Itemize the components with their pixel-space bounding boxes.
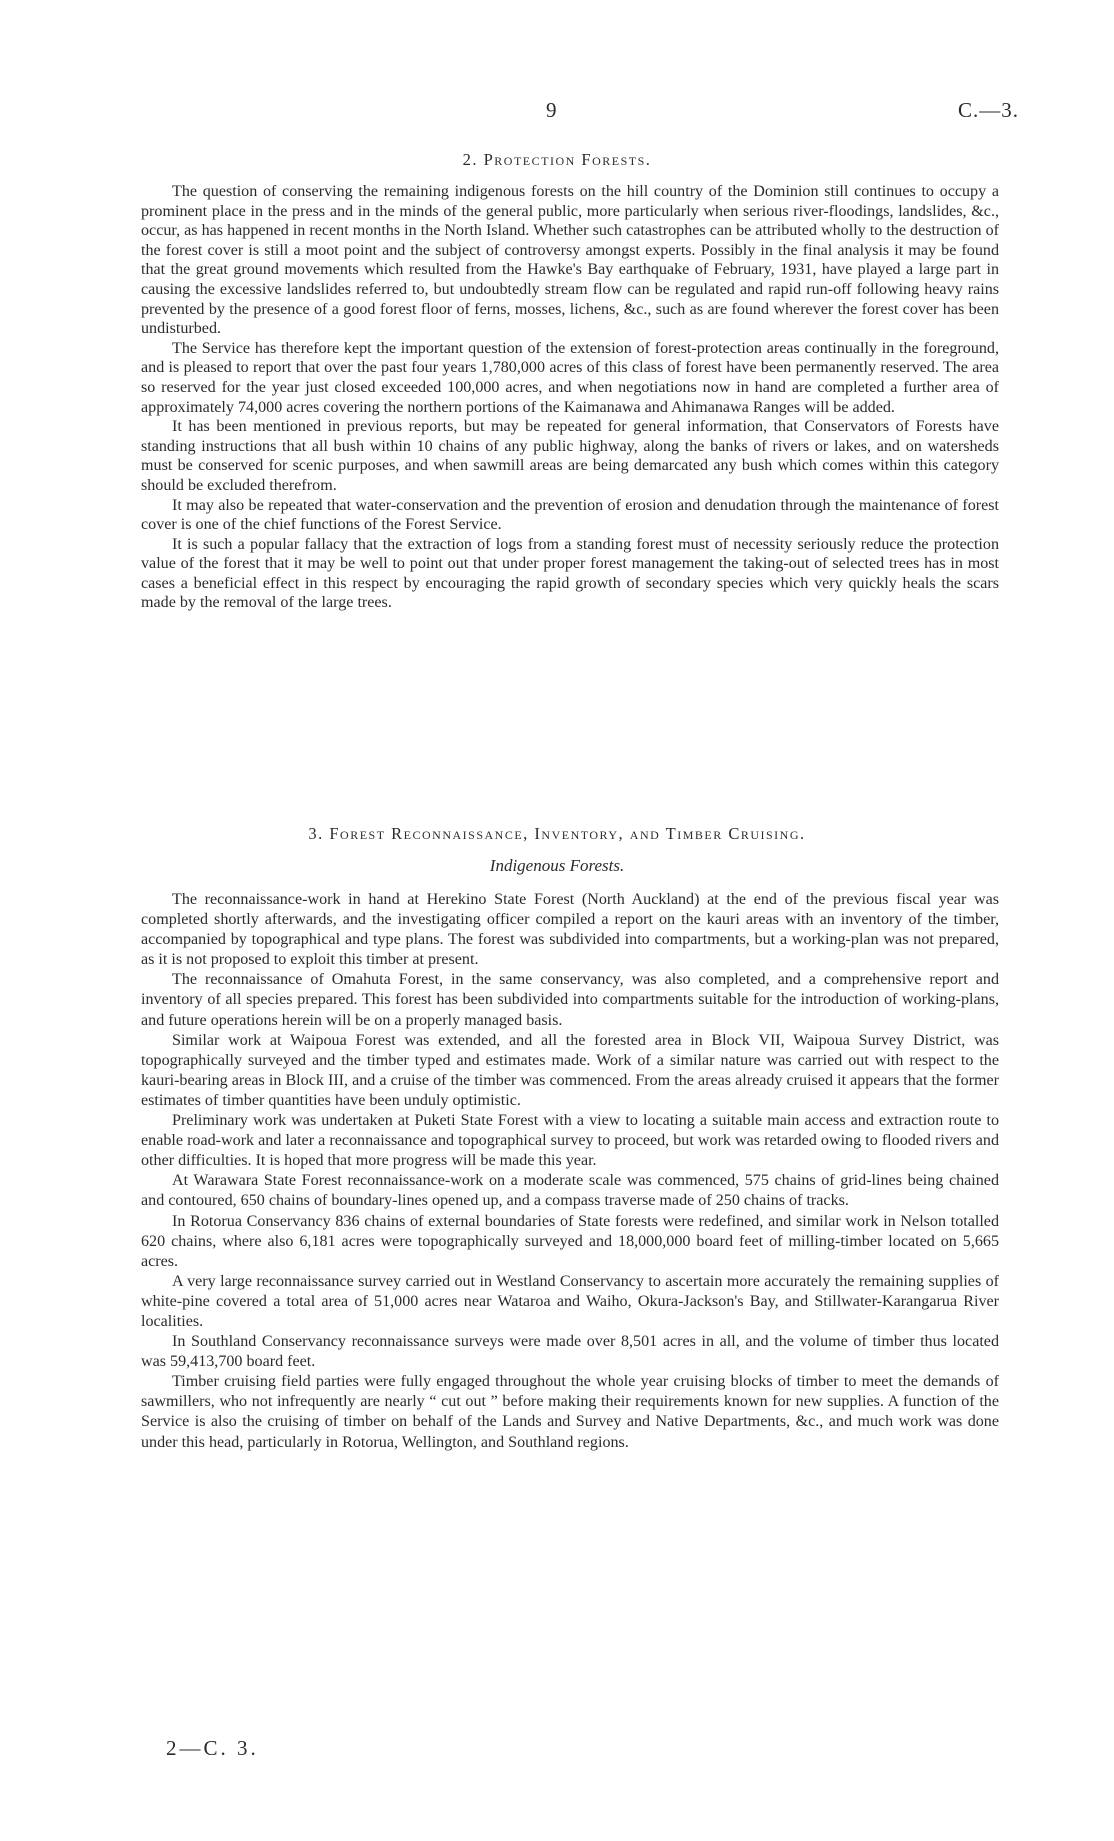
section-heading-protection-forests: 2. Protection Forests. (462, 150, 652, 169)
section-heading-forest-reconnaissance: 3. Forest Reconnaissance, Inventory, and Timber Cruising. (308, 824, 806, 843)
paragraph: The question of conserving the remaining indigenous forests on the hill country of the Dominion still continues to occupy a prominent place in the press and in the minds of the general public, more particularly when serious river-floodings, landslides, &c., occur, as has happened in recent months in the North Island. Whether such catastrophes can be attributed wholly to the destruction of the forest cover is still a moot point and the subject of controversy amongst experts. Possibly in the final analysis it may be found that the great ground movements which resulted from the Hawke's Bay earthquake of February, 1931, have played a large part in causing the excessive landslides referred to, but undoubtedly stream flow can be regulated and rapid run-off following heavy rains prevented by the presence of a good forest floor of ferns, mosses, lichens, &c., such as are found wherever the forest cover has been undisturbed. (141, 183, 999, 338)
paragraph: It may also be repeated that water-conservation and the prevention of erosion and denudation through the maintenance of forest cover is one of the chief functions of the Forest Service. (141, 496, 999, 534)
paragraph: The reconnaissance of Omahuta Forest, in the same conservancy, was also completed, and a comprehensive report and inventory of all species prepared. This forest has been subdivided into compartments suitable for the introduction of working-plans, and future operations herein will be on a properly managed basis. (141, 971, 999, 1029)
subheading-indigenous-forests: Indigenous Forests. (489, 856, 625, 875)
printer-signature: 2—C. 3. (166, 1736, 259, 1760)
paragraph: Similar work at Waipoua Forest was extended, and all the forested area in Block VII, Waipoua Survey District, was topographically surveyed and the timber typed and estimates made. Work of a similar nature was carried out with respect to the kauri-bearing areas in Block III, and a cruise of the timber was commenced. From the areas already cruised it appears that the former estimates of timber quantities have been unduly optimistic. (141, 1031, 999, 1109)
page-header (0, 98, 1114, 128)
paragraph: It has been mentioned in previous reports, but may be repeated for general information, that Conservators of Forests have standing instructions that all bush within 10 chains of any public highway, along the banks of rivers or lakes, and on watersheds must be conserved for scenic purposes, and when sawmill areas are being demarcated any bush which comes within this category should be excluded therefrom. (141, 418, 999, 494)
section-protection-forests (141, 182, 999, 613)
paragraph: The reconnaissance-work in hand at Herekino State Forest (North Auckland) at the end of the previous fiscal year was completed shortly afterwards, and the investigating officer compiled a report on the kauri areas with an inventory of the timber, accompanied by topographical and type plans. The forest was subdivided into compartments, but a working-plan was not prepared, as it is not proposed to exploit this timber at present. (141, 891, 999, 969)
paragraph: At Warawara State Forest reconnaissance-work on a moderate scale was commenced, 575 chains of grid-lines being chained and contoured, 650 chains of boundary-lines opened up, and a compass traverse made of 250 chains of tracks. (141, 1172, 999, 1210)
document-code: C.—3. (957, 98, 1019, 122)
page-number: 9 (546, 98, 557, 122)
paragraph: It is such a popular fallacy that the extraction of logs from a standing forest must of necessity seriously reduce the protection value of the forest that it may be well to point out that under proper forest management the taking-out of selected trees has in most cases a beneficial effect in this respect by encouraging the rapid growth of secondary species which very quickly heals the scars made by the removal of the large trees. (141, 535, 999, 612)
paragraph: Preliminary work was undertaken at Puketi State Forest with a view to locating a suitable main access and extraction route to enable road-work and later a reconnaissance and topographical survey to proceed, but work was retarded owing to flooded rivers and other difficulties. It is hoped that more progress will be made this year. (141, 1112, 999, 1170)
paragraph: In Rotorua Conservancy 836 chains of external boundaries of State forests were redefined, and similar work in Nelson totalled 620 chains, where also 6,181 acres were topographically surveyed and 18,000,000 board feet of milling-timber located on 5,665 acres. (141, 1212, 999, 1270)
paragraph: Timber cruising field parties were fully engaged throughout the whole year cruising blocks of timber to meet the demands of sawmillers, who not infrequently are nearly “ cut out ” before making their requirements known for new supplies. A function of the Service is also the cruising of timber on behalf of the Lands and Survey and Native Departments, &c., and much work was done under this head, particularly in Rotorua, Wellington, and Southland regions. (141, 1373, 999, 1451)
paragraph: The Service has therefore kept the important question of the extension of forest-protection areas continually in the foreground, and is pleased to report that over the past four years 1,780,000 acres of this class of forest have been permanently reserved. The area so reserved for the year just closed exceeded 100,000 acres, and when negotiations now in hand are completed a further area of approximately 74,000 acres covering the northern portions of the Kaimanawa and Ahimanawa Ranges will be added. (141, 339, 999, 416)
paragraph: A very large reconnaissance survey carried out in Westland Conservancy to ascertain more accurately the remaining supplies of white-pine covered a total area of 51,000 acres near Wataroa and Waiho, Okura-Jackson's Bay, and Stillwater-Karangarua River localities. (141, 1272, 999, 1330)
paragraph: In Southland Conservancy reconnaissance surveys were made over 8,501 acres in all, and the volume of timber thus located was 59,413,700 board feet. (141, 1333, 999, 1371)
section-forest-reconnaissance (141, 890, 999, 1453)
